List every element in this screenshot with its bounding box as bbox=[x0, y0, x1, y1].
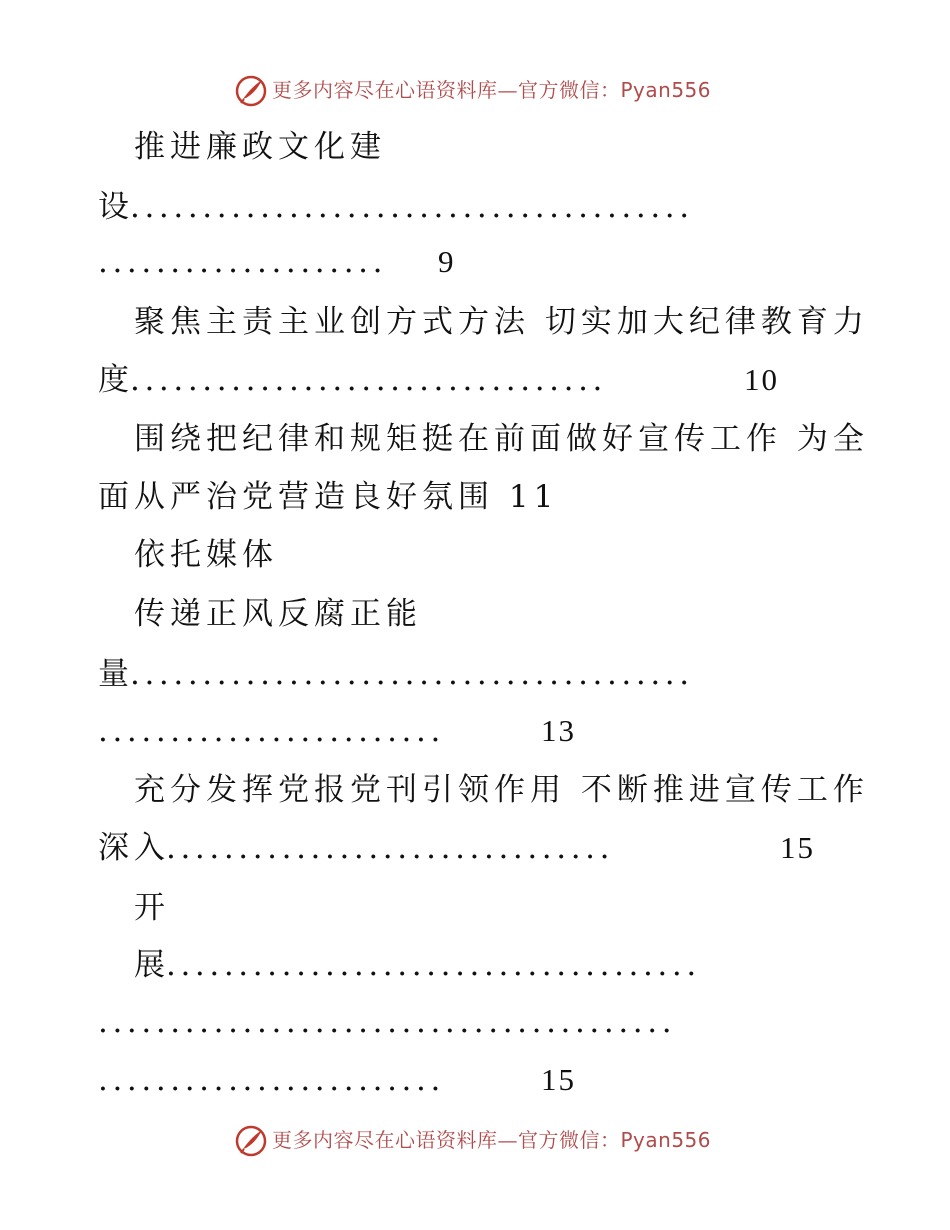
toc-page-number: 15 bbox=[541, 1062, 576, 1097]
toc-entry-title: 面从严治党营造良好氛围 11 bbox=[98, 479, 559, 515]
toc-leader-dots: ........................ bbox=[98, 1062, 445, 1098]
toc-leader-dots: ........................................ bbox=[98, 1004, 677, 1040]
toc-page-number: 9 bbox=[438, 244, 456, 279]
toc-page-number: 15 bbox=[780, 830, 815, 865]
toc-leader-dots: ....................................... bbox=[130, 189, 694, 225]
toc-entry-title: 传递正风反腐正能 bbox=[134, 596, 422, 632]
toc-leader-dots: ............................... bbox=[166, 830, 615, 866]
toc-entry-title: 推进廉政文化建 bbox=[134, 129, 386, 165]
toc-entry-title: 充分发挥党报党刊引领作用 不断推进宣传工作 bbox=[134, 772, 869, 808]
watermark-banner-bottom bbox=[0, 1120, 950, 1160]
toc-entry-title: 设 bbox=[98, 189, 134, 225]
toc-entry-title: 量 bbox=[98, 656, 134, 692]
toc-entry-title: 开 bbox=[134, 890, 170, 926]
quill-logo-icon bbox=[234, 74, 268, 108]
watermark-text: 更多内容尽在心语资料库—官方微信：Pyan556 bbox=[272, 1128, 712, 1152]
toc-entry-title: 度 bbox=[98, 362, 134, 398]
toc-entry-title: 围绕把纪律和规矩挺在前面做好宣传工作 为全 bbox=[134, 421, 869, 457]
toc-leader-dots: .................... bbox=[98, 244, 388, 280]
toc-leader-dots: ................................. bbox=[130, 362, 607, 398]
quill-logo-icon bbox=[234, 1124, 268, 1158]
toc-entry-title: 聚焦主责主业创方式方法 切实加大纪律教育力 bbox=[134, 304, 869, 340]
watermark-text: 更多内容尽在心语资料库—官方微信：Pyan556 bbox=[272, 78, 712, 102]
toc-entry-title: 依托媒体 bbox=[134, 537, 278, 573]
toc-page-number: 13 bbox=[541, 713, 576, 748]
toc-leader-dots: ....................................... bbox=[130, 656, 694, 692]
toc-leader-dots: ..................................... bbox=[166, 947, 701, 983]
toc-leader-dots: ........................ bbox=[98, 713, 445, 749]
toc-entry-title: 展 bbox=[134, 947, 170, 983]
toc-page-number: 10 bbox=[744, 362, 779, 397]
toc-entry-title: 深入 bbox=[98, 830, 170, 866]
watermark-banner-top bbox=[0, 70, 950, 110]
